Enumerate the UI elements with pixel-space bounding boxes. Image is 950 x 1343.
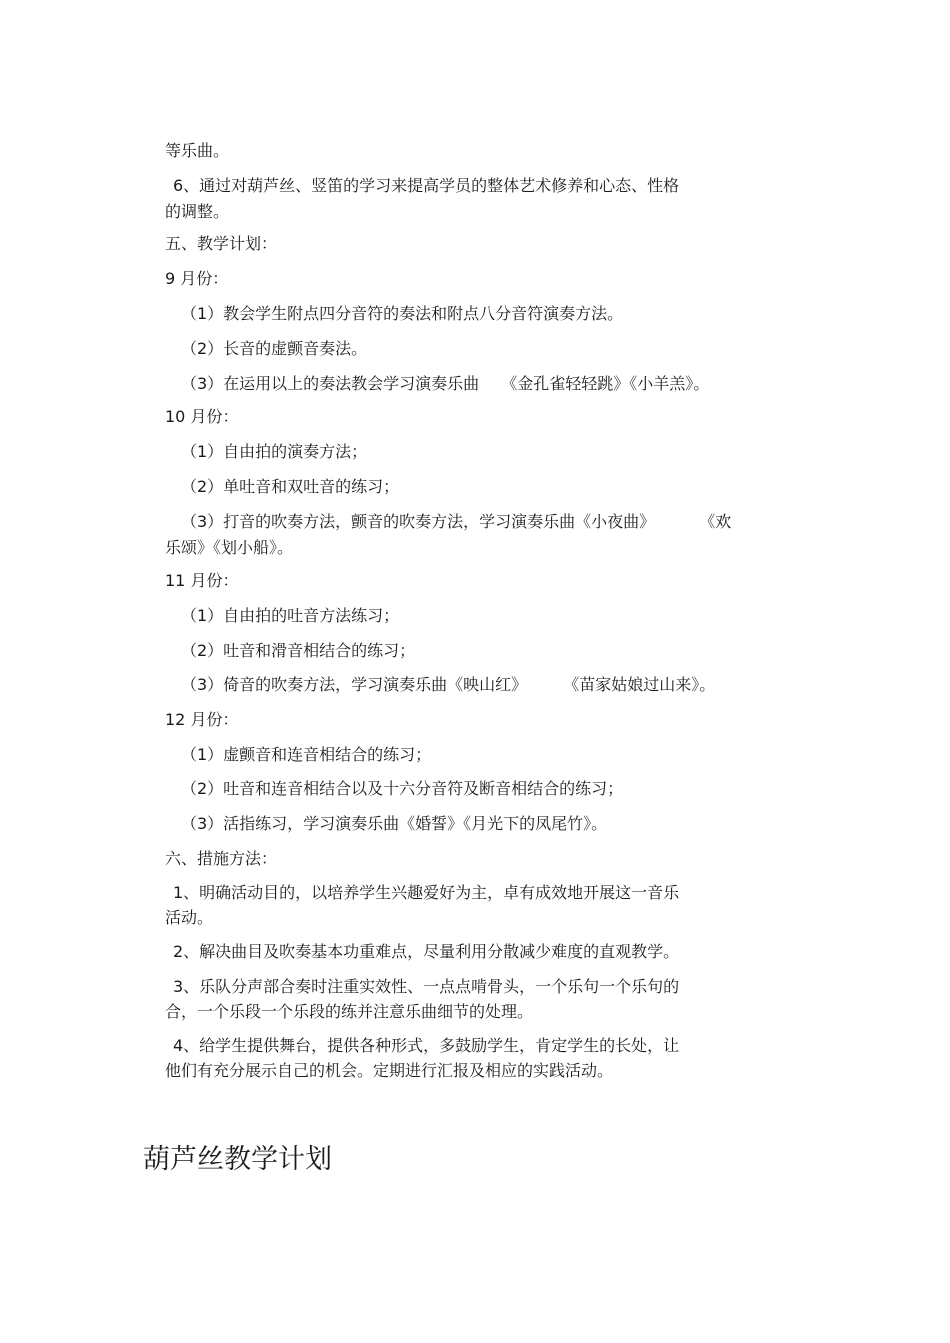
november-item-3 [181, 674, 715, 696]
measure-3-line-1: 3、乐队分声部合奏时注重实效性、一点点啃骨头，一个乐句一个乐句的 [173, 977, 680, 996]
december-item-2: （2）吐音和连音相结合以及十六分音符及断音相结合的练习； [181, 779, 624, 798]
october-item-3 [181, 511, 731, 533]
goal-6-line-2: 的调整。 [165, 202, 230, 221]
measure-3-line-2: 合，一个乐段一个乐段的练并注意乐曲细节的处理。 [165, 1002, 534, 1021]
measure-2: 2、解决曲目及吹奏基本功重难点，尽量利用分散减少难度的直观教学。 [173, 942, 680, 961]
november-item-2: （2）吐音和滑音相结合的练习； [181, 641, 416, 660]
measure-4-line-1: 4、给学生提供舞台，提供各种形式，多鼓励学生，肯定学生的长处，让 [173, 1036, 680, 1055]
goal-6-line-1: 6、通过对葫芦丝、竖笛的学习来提高学员的整体艺术修养和心态、性格 [173, 176, 680, 195]
october-item-3-line-2: 乐颂》《划小船》。 [165, 538, 294, 557]
month-heading-september: 9 月份： [165, 269, 229, 288]
measure-1-line-1: 1、明确活动目的，以培养学生兴趣爱好为主，卓有成效地开展这一音乐 [173, 883, 680, 902]
october-item-2: （2）单吐音和双吐音的练习； [181, 477, 400, 496]
december-item-1: （1）虚颤音和连音相结合的练习； [181, 745, 432, 764]
september-item-3-pieces: 《金孔雀轻轻跳》《小羊羔》。 [501, 374, 710, 393]
section-heading-measures: 六、措施方法： [165, 849, 278, 868]
september-item-2: （2）长音的虚颤音奏法。 [181, 339, 368, 358]
month-heading-november: 11 月份： [165, 571, 239, 590]
section-heading-teaching-plan: 五、教学计划： [165, 234, 278, 253]
measure-1-line-2: 活动。 [165, 908, 214, 927]
november-item-3-pieces: 《苗家姑娘过山来》。 [563, 675, 716, 694]
october-item-1: （1）自由拍的演奏方法； [181, 442, 368, 461]
september-item-1: （1）教会学生附点四分音符的奏法和附点八分音符演奏方法。 [181, 304, 624, 323]
measure-4-line-2: 他们有充分展示自己的机会。定期进行汇报及相应的实践活动。 [165, 1061, 614, 1080]
october-item-3-continued: 《欢 [699, 512, 732, 531]
september-item-3 [181, 373, 709, 395]
month-heading-december: 12 月份： [165, 710, 239, 729]
december-item-3: （3）活指练习，学习演奏乐曲《婚誓》《月光下的凤尾竹》。 [181, 814, 608, 833]
november-item-1: （1）自由拍的吐音方法练习； [181, 606, 400, 625]
october-item-3-text: （3）打音的吹奏方法，颤音的吹奏方法，学习演奏乐曲《小夜曲》 [181, 512, 656, 531]
month-heading-october: 10 月份： [165, 407, 239, 426]
document-title: 葫芦丝教学计划 [143, 1144, 332, 1175]
november-item-3-text: （3）倚音的吹奏方法，学习演奏乐曲《映山红》 [181, 675, 528, 694]
september-item-3-text: （3）在运用以上的奏法教会学习演奏乐曲 [181, 374, 480, 393]
text-line: 等乐曲。 [165, 141, 230, 160]
